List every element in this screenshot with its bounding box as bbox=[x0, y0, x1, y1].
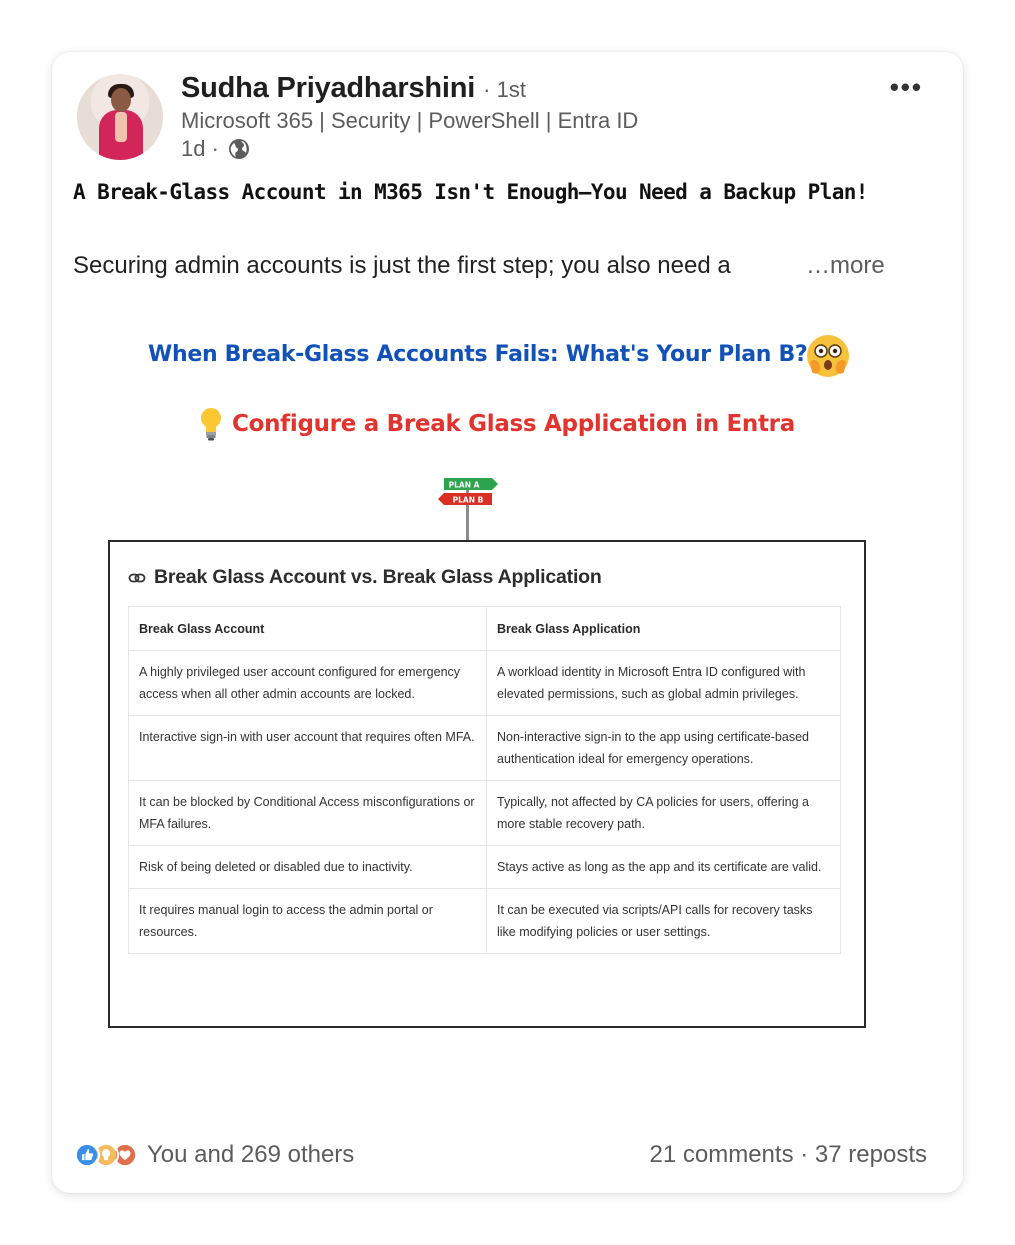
table-cell: Typically, not affected by CA policies for users, offering a more stable recovery path. bbox=[487, 781, 841, 846]
column-header: Break Glass Account bbox=[129, 607, 487, 651]
post-stats bbox=[650, 1141, 927, 1169]
column-header: Break Glass Application bbox=[487, 607, 841, 651]
image-subtitle: Configure a Break Glass Application in Entra bbox=[198, 406, 795, 442]
reposts-count[interactable]: 37 reposts bbox=[814, 1141, 927, 1168]
like-icon bbox=[74, 1142, 100, 1168]
post-body: Securing admin accounts is just the first step; you also need a bbox=[73, 252, 731, 279]
post-card bbox=[52, 52, 963, 1193]
table-cell: A workload identity in Microsoft Entra ID configured with elevated permissions, such as global admin privileges. bbox=[487, 651, 841, 716]
globe-icon bbox=[227, 137, 251, 161]
post-time: 1d · bbox=[181, 136, 219, 161]
table-cell: Stays active as long as the app and its certificate are valid. bbox=[487, 846, 841, 889]
table-heading: Break Glass Account vs. Break Glass Application bbox=[128, 566, 602, 589]
post-meta bbox=[181, 136, 251, 162]
plan-b-label: PLAN B bbox=[452, 495, 484, 505]
table-cell: It can be executed via scripts/API calls for recovery tasks like modifying policies or user settings. bbox=[487, 889, 841, 954]
connection-degree: · 1st bbox=[483, 77, 526, 102]
table-cell: Risk of being deleted or disabled due to inactivity. bbox=[129, 846, 487, 889]
shocked-face-icon bbox=[804, 332, 852, 380]
table-header-row bbox=[129, 607, 841, 651]
signpost-icon bbox=[436, 470, 500, 546]
author-row bbox=[181, 72, 526, 105]
table-row bbox=[129, 846, 841, 889]
author-name[interactable]: Sudha Priyadharshini bbox=[181, 72, 476, 104]
reactions-summary[interactable] bbox=[74, 1141, 354, 1169]
table-row bbox=[129, 781, 841, 846]
author-headline: Microsoft 365 | Security | PowerShell | Entra ID bbox=[181, 108, 639, 133]
reactions-count[interactable]: You and 269 others bbox=[147, 1141, 355, 1168]
lightbulb-icon bbox=[198, 406, 224, 442]
table-cell: It requires manual login to access the admin portal or resources. bbox=[129, 889, 487, 954]
table-row bbox=[129, 889, 841, 954]
post-title: A Break-Glass Account in M365 Isn't Enough—You Need a Backup Plan! bbox=[73, 180, 868, 204]
comparison-frame bbox=[108, 540, 866, 1028]
comparison-table bbox=[128, 606, 841, 954]
table-cell: It can be blocked by Conditional Access misconfigurations or MFA failures. bbox=[129, 781, 487, 846]
table-cell: Non-interactive sign-in to the app using certificate-based authentication ideal for emergency operations. bbox=[487, 716, 841, 781]
author-avatar[interactable] bbox=[77, 74, 163, 160]
table-cell: A highly privileged user account configured for emergency access when all other admin accounts are locked. bbox=[129, 651, 487, 716]
table-row bbox=[129, 651, 841, 716]
link-icon bbox=[128, 569, 146, 587]
stats-separator: · bbox=[800, 1141, 809, 1168]
comments-count[interactable]: 21 comments bbox=[649, 1141, 794, 1168]
table-cell: Interactive sign-in with user account that requires often MFA. bbox=[129, 716, 487, 781]
see-more-link[interactable]: …more bbox=[806, 252, 885, 279]
more-options-icon[interactable]: ••• bbox=[889, 72, 923, 102]
post-image[interactable] bbox=[52, 302, 963, 1122]
table-row bbox=[129, 716, 841, 781]
image-title: When Break-Glass Accounts Fails: What's Your Plan B? bbox=[148, 342, 808, 367]
plan-a-label: PLAN A bbox=[448, 480, 480, 490]
